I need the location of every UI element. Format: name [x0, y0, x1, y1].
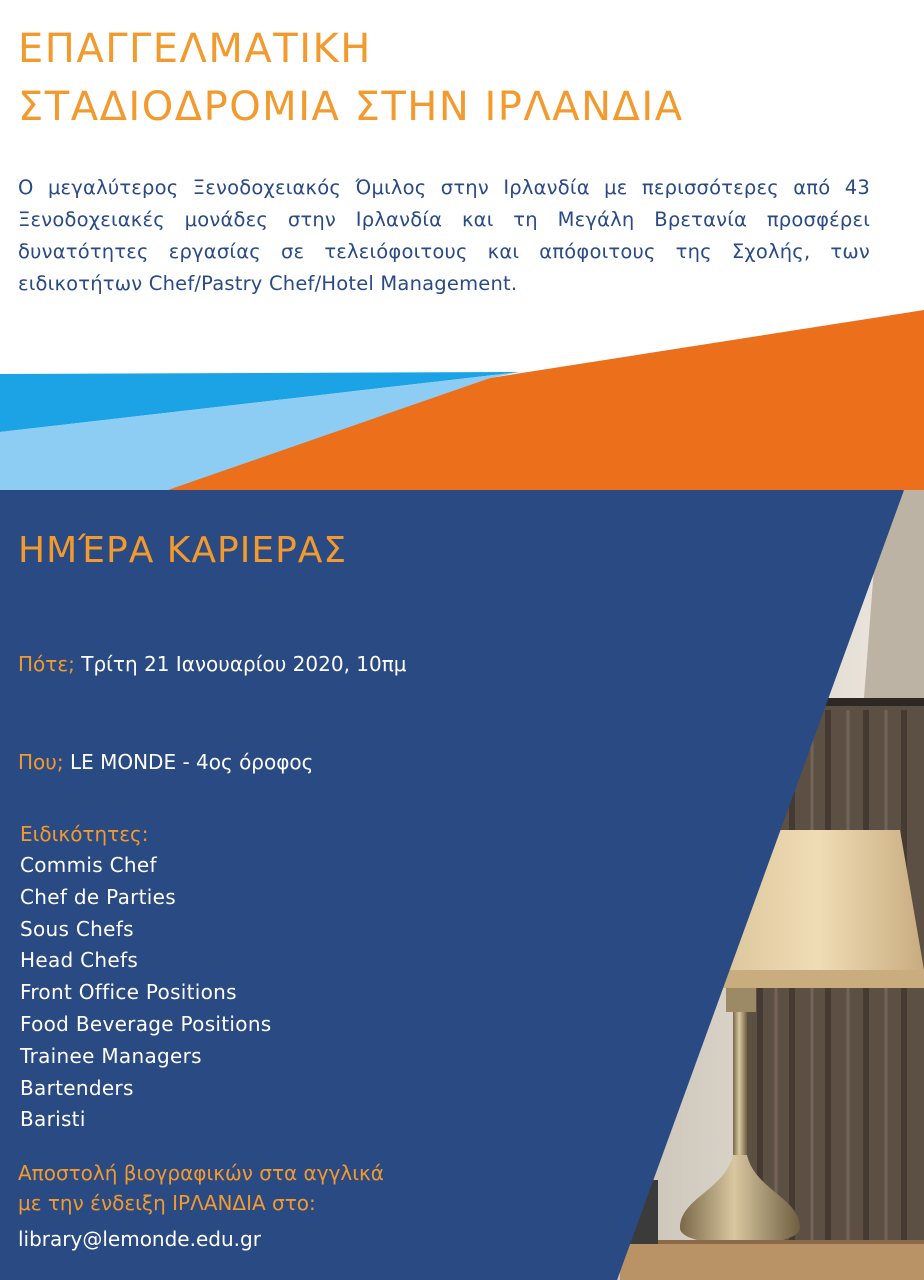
when-label: Πότε; [18, 652, 75, 676]
title-line-1: ΕΠΑΓΓΕΛΜΑΤΙΚΗ [18, 26, 372, 72]
specialty-item: Chef de Parties [20, 884, 176, 909]
title-line-2: ΣΤΑΔΙΟΔΡΟΜΙΑ ΣΤΗΝ ΙΡΛΑΝΔΙΑ [18, 84, 684, 130]
specialty-item: Food Beverage Positions [20, 1011, 272, 1036]
contact-email[interactable]: library@lemonde.edu.gr [18, 1227, 261, 1251]
when-value: Τρίτη 21 Ιανουαρίου 2020, 10πμ [81, 652, 407, 676]
specialties-block [20, 818, 272, 1136]
specialty-item: Commis Chef [20, 853, 157, 877]
apply-line-2: με την ένδειξη ΙΡΛΑΝΔΙΑ στο: [18, 1191, 316, 1215]
event-section [0, 490, 924, 1280]
application-info [18, 1158, 384, 1256]
page-title [18, 20, 684, 136]
where-value: LE MONDE - 4ος όροφος [69, 750, 314, 774]
event-when [18, 652, 407, 676]
specialty-item: Baristi [20, 1107, 86, 1132]
where-label: Που; [18, 750, 64, 774]
header-section [0, 0, 924, 490]
apply-line-1: Αποστολή βιογραφικών στα αγγλικά [18, 1161, 384, 1185]
specialty-item: Bartenders [20, 1075, 134, 1100]
specialty-item: Head Chefs [20, 948, 139, 973]
career-day-title: ΗΜΈΡΑ ΚΑΡΙΕΡΑΣ [18, 530, 348, 571]
specialty-item: Front Office Positions [20, 980, 237, 1005]
specialty-item: Sous Chefs [20, 916, 134, 941]
intro-paragraph: Ο μεγαλύτερος Ξενοδοχειακός Όμιλος στην Ιρλανδία με περισσότερες από 43 Ξενοδοχειακές μονάδες στην Ιρλανδία και τη Μεγάλη Βρετανία προσφέρει δυνατότητες εργασίας σε τελειόφοιτους και απόφοιτους της Σχολής, των ειδικοτήτων Chef/Pastry Chef/Hotel Management. [18, 176, 870, 295]
specialty-item: Trainee Managers [20, 1043, 202, 1068]
specialties-title: Ειδικότητες: [20, 822, 149, 846]
specialties-list [20, 850, 272, 1136]
decorative-stripes [0, 300, 924, 490]
event-where [18, 750, 313, 774]
